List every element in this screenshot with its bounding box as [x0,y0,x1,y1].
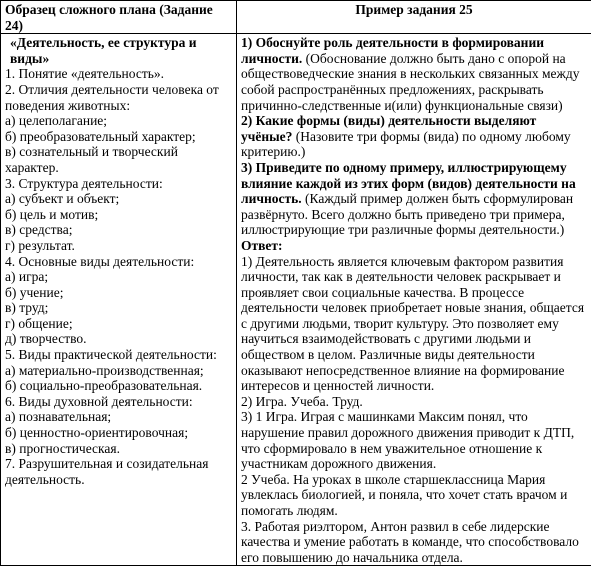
plan-item: в) средства; [5,222,73,238]
plan-item: 6. Виды духовной деятельности: [5,393,193,409]
header-row [1,1,591,34]
plan-item: 2. Отличия деятельности человека от поведения животных: [5,81,219,113]
question-2-bold: 2) Какие формы (виды) деятельности выделяют учёные? [241,113,537,144]
plan-item: б) учение; [5,284,64,300]
question-2-text: (Назовите три формы (вида) по одному любому критерию.) [241,128,571,160]
question-1 [241,35,587,113]
plan-item: 5. Виды практической деятельности: [5,347,217,363]
plan-item: г) общение; [5,315,73,331]
plan-cell [1,34,237,566]
task-cell [237,34,591,566]
question-3 [241,160,587,238]
plan-item: 1. Понятие «деятельность». [5,66,165,82]
plan-item: а) игра; [5,269,49,285]
plan-item: а) субъект и объект; [5,191,120,207]
answer-item: 2 Учеба. На уроках в школе старшеклассница Мария увлеклась биологией, и поняла, что хочет стать врачом и помогать людям. [241,471,568,518]
plan-item: в) труд; [5,300,49,316]
content-row [1,34,591,566]
header-right: Пример задания 25 [237,1,591,34]
question-2 [241,113,587,160]
answer-item: 3. Работая риэлтором, Антон развил в себе лидерские качества и умение работать в команде, что способствовало его повышению до начальника отдела. [241,518,579,565]
plan-item: б) ценностно-ориентировочная; [5,425,189,441]
question-1-text: (Обоснование должно быть дано с опорой на обществоведческие знания в нескольких связанных между собой распространённых предложениях, раскрывать причинно-следственные и(или) функциональные связи) [241,50,580,113]
plan-item: б) социально-преобразовательная. [5,378,203,394]
answer-label: Ответ: [241,237,283,253]
plan-item: а) материально-производственная; [5,362,204,378]
answer-item: 2) Игра. Учеба. Труд. [241,393,363,409]
question-3-bold: 3) Приведите по одному примеру, иллюстрирующему влияние каждой из этих форм (видов) деятельности на личность. [241,159,576,207]
plan-item: д) творчество. [5,331,87,347]
plan-item: в) прогностическая. [5,440,120,456]
plan-item: б) цель и мотив; [5,206,99,222]
plan-item: 7. Разрушительная и созидательная деятельность. [5,456,209,487]
header-left: Образец сложного плана (Задание 24) [1,1,237,34]
plan-item: г) результат. [5,237,75,253]
plan-item: 3. Структура деятельности: [5,175,163,191]
plan-title: «Деятельность, ее структура и виды» [10,35,197,66]
question-1-bold: 1) Обоснуйте роль деятельности в формировании личности. [241,35,545,66]
question-3-text: (Каждый пример должен быть сформулирован развёрнуто. Всего должно быть приведено три примера, иллюстрирующие три различные формы деятельности.) [241,191,574,238]
plan-item: в) сознательный и творческий характер. [5,144,178,175]
plan-item: б) преобразовательный характер; [5,128,196,144]
answer-item: 3) 1 Игра. Играя с машинками Максим понял, что нарушение правил дорожного движения приводит к ДТП, что сформировало в нем уважительное отношение к участникам дорожного движения. [241,409,575,472]
plan-item: а) познавательная; [5,409,112,425]
plan-item: а) целеполагание; [5,113,108,129]
plan-item: 4. Основные виды деятельности: [5,253,195,269]
answer-item: 1) Деятельность является ключевым фактором развития личности, так как в деятельности человек раскрывает и проявляет свои социальные качества. В процессе деятельности человек приобретает новые знания, общается с другими людьми, творит культуру. Это позволяет ему научиться взаимодействовать с другими людьми и обществом в целом. Различные виды деятельности оказывают непосредственное влияние на формирование интересов и ценностей личности. [241,253,585,394]
